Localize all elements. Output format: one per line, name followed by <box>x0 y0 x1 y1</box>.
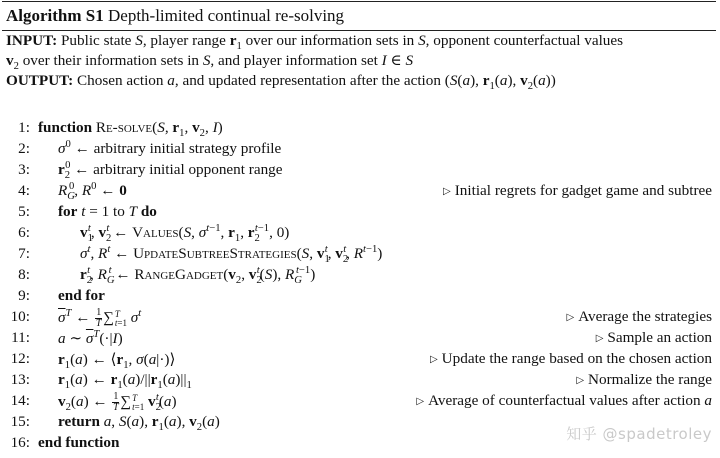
line-comment: ▷ Sample an action <box>595 329 712 346</box>
line-code: function Re-solve(S, $r_1$, $v_2$, I) <box>38 119 223 140</box>
input-line-1: INPUT: Public state S, player range $r_1$ over our information sets in S, opponent counterfactual values <box>6 32 624 53</box>
line-3 <box>0 161 716 182</box>
line-number: 6: <box>18 224 30 241</box>
line-code: $v_1^t$, $v_2^t$ ← Values(S, $\sigma^{t-1}$, $r_1$, $r_2^{t-1}$, 0) <box>80 222 290 245</box>
line-code: $R_G^0$, $R^0$ ← 0 <box>58 180 127 203</box>
comment-triangle-icon: ▷ <box>416 396 425 407</box>
input-line-2: $v_2$ over their information sets in S, and player information set I ∈ S <box>6 52 414 73</box>
line-number: 9: <box>18 287 30 304</box>
line-number: 15: <box>10 413 30 430</box>
line-comment: ▷ Average the strategies <box>566 308 712 325</box>
line-code: $\sigma^0$ ← arbitrary initial strategy profile <box>58 138 282 157</box>
input-label: INPUT: <box>6 32 58 49</box>
line-1 <box>0 119 716 140</box>
line-2 <box>0 140 716 161</box>
line-11 <box>0 329 716 350</box>
algorithm-title <box>6 6 344 26</box>
line-number: 7: <box>18 245 30 262</box>
comment-triangle-icon: ▷ <box>576 375 585 386</box>
line-7 <box>0 245 716 266</box>
line-9 <box>0 287 716 308</box>
line-code: end function <box>38 434 120 451</box>
line-14 <box>0 392 716 413</box>
line-comment: ▷ Average of counterfactual values after action a <box>416 392 712 409</box>
line-10 <box>0 308 716 329</box>
line-8 <box>0 266 716 287</box>
comment-triangle-icon: ▷ <box>429 354 438 365</box>
watermark: 知乎 @spadetroley <box>566 425 712 443</box>
line-code: a ∼ $\overline{\sigma}^T(\cdot|I)$ <box>58 328 123 347</box>
line-comment: ▷ Initial regrets for gadget game and subtree <box>443 182 712 199</box>
line-number: 16: <box>10 434 30 451</box>
line-number: 8: <box>18 266 30 283</box>
line-number: 3: <box>18 161 30 178</box>
line-number: 14: <box>10 392 30 409</box>
line-code: end for <box>58 287 105 304</box>
line-number: 12: <box>10 350 30 367</box>
comment-triangle-icon: ▷ <box>595 333 604 344</box>
line-comment: ▷ Normalize the range <box>576 371 712 388</box>
line-4 <box>0 182 716 203</box>
line-number: 5: <box>18 203 30 220</box>
algorithm-name: Depth-limited continual re-solving <box>108 6 345 25</box>
line-code: $r_1(a)$ ← $⟨r_1$, σ(a|·)⟩ <box>58 351 176 372</box>
line-6 <box>0 224 716 245</box>
line-code: for t = 1 to T do <box>58 203 157 220</box>
output-line: OUTPUT: Chosen action a, and updated representation after the action (S(a), $r_1(a)$, $v_2(a)$) <box>6 72 556 93</box>
line-code: $r_2^t$, $R_G^t$ ← $RangeGadget(v_2$, $v_2^t(S)$, $R_G^{t-1}$) <box>80 264 316 287</box>
comment-triangle-icon: ▷ <box>443 186 451 197</box>
line-code: $\overline{\sigma}^T$ ← $\frac{1}{T}$ ∑ T t=1 $\sigma^t$ <box>58 307 142 329</box>
algorithm-label: Algorithm S1 <box>6 6 104 25</box>
line-code: $r_1(a)$ ← $r_1(a)/||r_1(a)||_1$ <box>58 371 192 392</box>
line-13 <box>0 371 716 392</box>
line-number: 13: <box>10 371 30 388</box>
comment-triangle-icon: ▷ <box>566 312 575 323</box>
line-code: $r_2^0$ ← arbitrary initial opponent range <box>58 159 283 182</box>
line-code: return a, S(a), $r_1(a)$, $v_2(a)$ <box>58 413 220 434</box>
line-comment: ▷ Update the range based on the chosen action <box>429 350 712 367</box>
line-number: 11: <box>11 329 30 346</box>
top-rule <box>2 1 716 2</box>
output-label: OUTPUT: <box>6 72 74 89</box>
line-code: $v_2(a)$ ← $\frac{1}{T}$ ∑ T t=1 $v_2^t(a)$ <box>58 391 177 414</box>
line-number: 4: <box>18 182 30 199</box>
line-number: 2: <box>18 140 30 157</box>
line-number: 10: <box>10 308 30 325</box>
line-12 <box>0 350 716 371</box>
line-5 <box>0 203 716 224</box>
line-number: 1: <box>18 119 30 136</box>
line-code: $\sigma^t$, $R^t$ ← UpdateSubtreeStrategies(S, $v_1^t$, $v_2^t$, $R^{t-1}$) <box>80 243 383 266</box>
